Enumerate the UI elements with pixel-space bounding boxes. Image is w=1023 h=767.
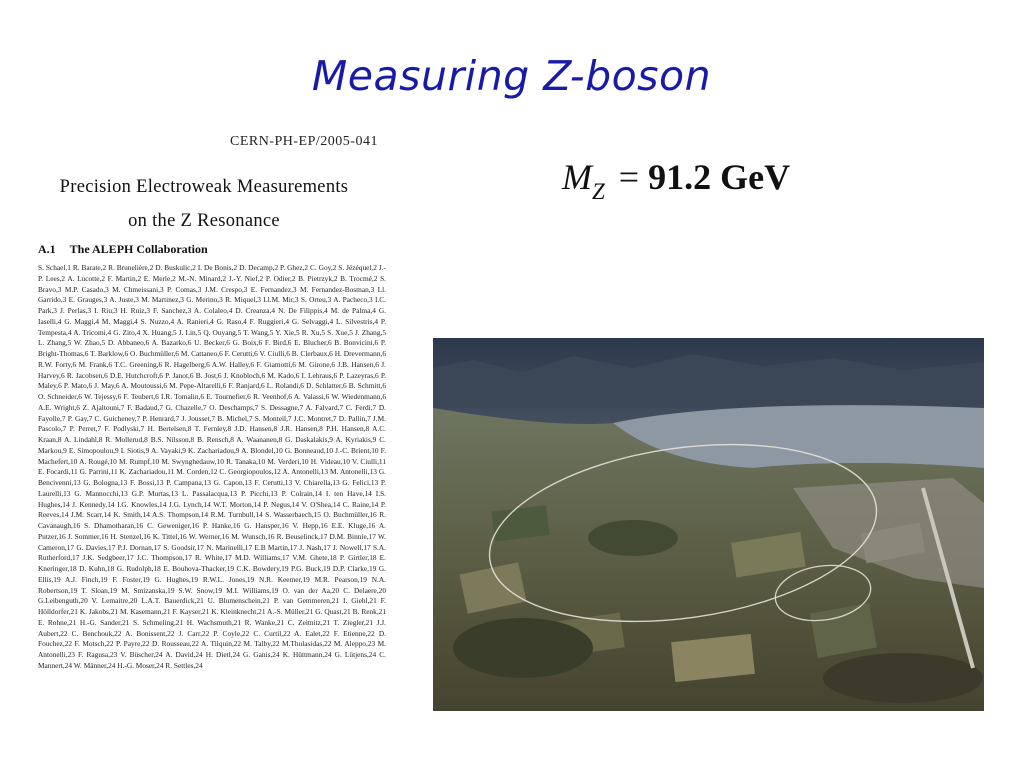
formula-relation: = [618, 157, 640, 197]
formula-symbol: M [562, 157, 592, 197]
author-list: S. Schael,1 R. Barate,2 R. Brunelière,2 D. Buskulic,2 I. De Bonis,2 D. Decamp,2 P. Ghez,2 C. Goy,2 S. Jézéquel,2 J.-P. Lees,2 A. Lucotte,2 F. Martin,2 E. Merle,2 M.-N. Minard,2 J.-Y. Nief,2 P. Odier,2 B. Pietrzyk,2 B. Trocmé,2 S. Bravo,3 M.P. Casado,3 M. Chmeissani,3 P. Comas,3 J.M. Crespo,3 E. Fernandez,3 M. Fernandez-Bosman,3 Ll. Garrido,3 E. Grauges,3 A. Juste,3 M. Martinez,3 G. Merino,3 R. Miquel,3 Ll.M. Mir,3 S. Orteu,3 A. Pacheco,3 I.C. Park,3 J. Perlas,3 I. Riu,3 H. Ruiz,3 F. Sanchez,3 A. Colaleo,4 D. Creanza,4 N. De Filippis,4 M. de Palma,4 G. Iaselli,4 G. Maggi,4 M. Maggi,4 S. Nuzzo,4 A. Ranieri,4 G. Raso,4 F. Ruggieri,4 G. Selvaggi,4 L. Silvestris,4 P. Tempesta,4 A. Tricomi,4 G. Zito,4 X. Huang,5 J. Lin,5 Q. Ouyang,5 T. Wang,5 Y. Xie,5 R. Xu,5 S. Xue,5 J. Zhang,5 L. Zhang,5 W. Zhao,5 D. Abbaneo,6 A. Bazarko,6 U. Becker,6 G. Boix,6 F. Bird,6 E. Blucher,6 B. Bonvicini,6 P. Bright-Thomas,6 T. Barklow,6 O. Buchmüller,6 M. Cattaneo,6 F. Cerutti,6 V. Ciulli,6 B. Clerbaux,6 H. Drevermann,6 R.W. Forty,6 M. Frank,6 T.C. Greening,6 R. Hagelberg,6 A.W. Halley,6 F. Giamotti,6 M. Girone,6 J.B. Hansen,6 J. Harvey,6 R. Jacobsen,6 D.E. Hutchcroft,6 P. Janot,6 B. Jost,6 J. Knobloch,6 M. Kado,6 I. Lehraus,6 P. Lazeyras,6 P. Maley,6 P. Mato,6 J. May,6 A. Moutoussi,6 M. Pepe-Altarelli,6 F. Ranjard,6 L. Rolandi,6 D. Schlatter,6 B. Schmitt,6 O. Schneider,6 W. Tejessy,6 F. Teubert,6 I.R. Tomalin,6 E. Tournefier,6 R. Veenhof,6 A. Valassi,6 W. Wiedenmann,6 A.E. Wright,6 Z. Ajaltouni,7 F. Badaud,7 G. Chazelle,7 O. Deschamps,7 S. Dessagne,7 A. Falvard,7 C. Ferdi,7 D. Fayolle,7 P. Gay,7 C. Guicheney,7 P. Henrard,7 J. Jousset,7 B. Michel,7 S. Monteil,7 J.C. Montret,7 D. Pallin,7 J.M. Pascolo,7 P. Perret,7 F. Podlyski,7 H. Bertelsen,8 T. Fernley,8 J.D. Hansen,8 J.R. Hansen,8 P.H. Hansen,8 A.C. Kraan,8 A. Lindahl,8 R. Mollerud,8 B.S. Nilsson,8 B. Rensch,8 A. Waananen,8 G. Daskalakis,9 A. Kyriakis,9 C. Markou,9 E. Simopoulou,9 I. Siotis,9 A. Vayaki,9 K. Zachariadou,9 A. Blondel,10 G. Bonneaud,10 J.-C. Brient,10 F. Machefert,10 A. Rougé,10 M. Rumpf,10 M. Swynghedauw,10 R. Tanaka,10 M. Verderi,10 H. Videau,10 V. Ciulli,11 E. Focardi,11 G. Parrini,11 K. Zachariadou,11 M. Corden,12 C. Georgiopoulos,12 A. Antonelli,13 M. Antonelli,13 G. Bencivenni,13 G. Bologna,13 F. Bossi,13 P. Campana,13 G. Capon,13 F. Cerutti,13 V. Chiarella,13 G. Felici,13 P. Laurelli,13 G. Mannocchi,13 G.P. Murtas,13 L. Passalacqua,13 P. Picchi,13 P. Colrain,14 I. ten Have,14 I.S. Hughes,14 J. Kennedy,14 I.G. Knowles,14 J.G. Lynch,14 W.T. Morton,14 P. Negus,14 V. O'Shea,14 C. Raine,14 P. Reeves,14 J.M. Scarr,14 K. Smith,14 A.S. Thompson,14 R.M. Turnbull,14 S. Wasserbaech,15 O. Buchmüller,16 R. Cavanaugh,16 S. Dhamotharan,16 C. Geweniger,16 P. Hanke,16 G. Hansper,16 V. Hepp,16 E.E. Kluge,16 A. Putzer,16 J. Sommer,16 H. Stenzel,16 K. Tittel,16 W. Werner,16 M. Wunsch,16 R. Beuselinck,17 D.M. Binnie,17 W. Cameron,17 G. Davies,17 P.J. Dornan,17 S. Goodsir,17 N. Marinelli,17 E.B Martin,17 J. Nash,17 J. Nowell,17 S.A. Rutherford,17 J.K. Sedgbeer,17 J.C. Thompson,17 R. White,17 M.D. Williams,17 V.M. Ghete,18 P. Girtler,18 E. Kneringer,18 D. Kuhn,18 G. Rudolph,18 E. Bouhova-Thacker,19 C.K. Bowdery,19 P.G. Buck,19 D.P. Clarke,19 G. Ellis,19 A.J. Finch,19 F. Foster,19 G. Hughes,19 R.W.L. Jones,19 N.R. Keemer,19 M.R. Pearson,19 N.A. Robertson,19 T. Sloan,19 M. Smizanska,19 S.W. Snow,19 M.I. Williams,19 O. van der Aa,20 C. Delaere,20 G.Leibenguth,20 V. Lemaitre,20 L.A.T. Bauerdick,21 U. Blumenschein,21 P. van Gemmeren,21 I. Giehl,21 F. Hölldorfer,21 K. Jakobs,21 M. Kasemann,21 F. Kayser,21 K. Kleinknecht,21 A.-S. Müller,21 G. Quast,21 B. Renk,21 E. Rohne,21 H.-G. Sander,21 S. Schmeling,21 H. Wachsmuth,21 R. Wanke,21 C. Zeitnitz,21 T. Ziegler,21 J.J. Aubert,22 C. Benchouk,22 A. Bonissent,22 J. Carr,22 P. Coyle,22 C. Curtil,22 A. Ealet,22 F. Etienne,22 D. Fouchez,22 F. Motsch,22 P. Payre,22 D. Rousseau,22 A. Tilquin,22 M. Talby,22 M.Thulasidas,22 M. Aleppo,23 M. Antonelli,23 F. Ragusa,23 V. Büscher,24 A. David,24 H. Dietl,24 G. Ganis,24 K. Hüttmann,24 G. Lütjens,24 C. Mannert,24 W. Männer,24 H.-G. Moser,24 R. Settles,24 [38, 263, 386, 670]
paper-title-line-1: Precision Electroweak Measurements [59, 177, 349, 197]
section-number: A.1 [38, 242, 56, 256]
formula-value: 91.2 GeV [648, 157, 791, 197]
report-number: CERN-PH-EP/2005-041 [230, 134, 378, 149]
slide-title: Measuring Z-boson [311, 52, 712, 100]
section-title: The ALEPH Collaboration [69, 242, 208, 256]
paper-title-line-2: on the Z Resonance [128, 211, 280, 231]
paper-title [18, 170, 390, 238]
formula-subscript: Z [592, 179, 605, 204]
aerial-photo [433, 338, 984, 711]
z-mass-formula [562, 156, 791, 204]
section-heading [38, 242, 208, 257]
